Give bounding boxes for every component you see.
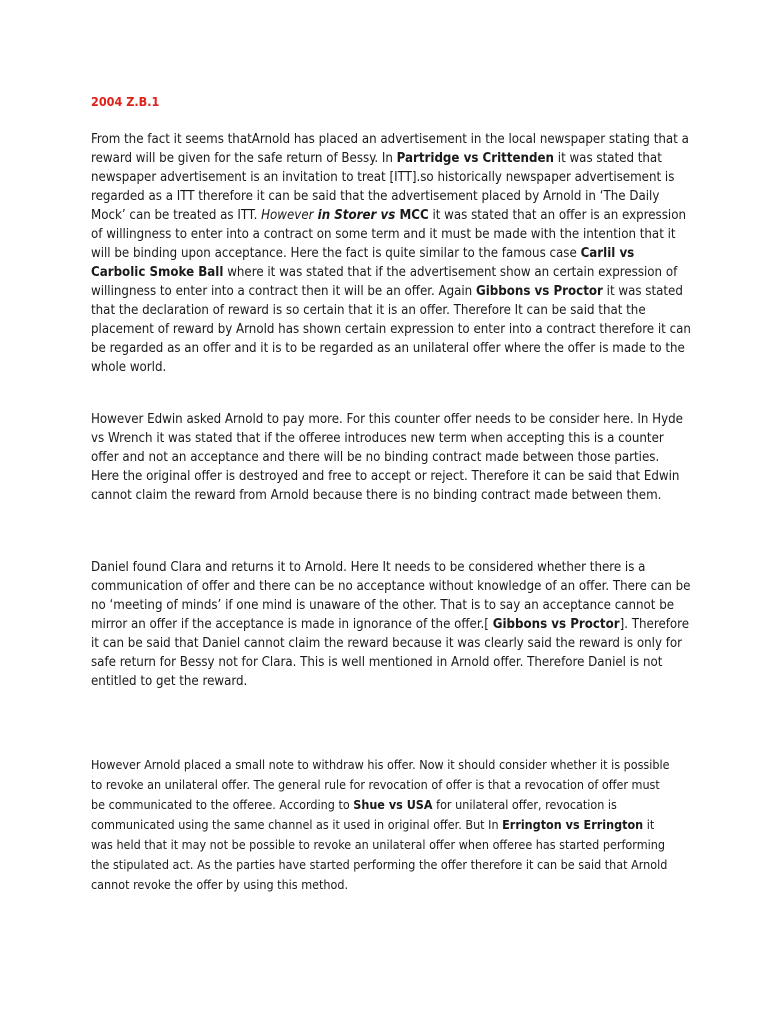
paragraph-counter-offer: However Edwin asked Arnold to pay more. For this counter offer needs to be consider here. In Hyde vs Wrench it was stated that if the offeree introduces new term when accepting this is a counter offer and not an acceptance and there will be no binding contract made between those parties. Here the original offer is destroyed and free to accept or reject. Therefore it can be said that Edwin cannot claim the reward from Arnold because there is no binding contract made between them. [91, 412, 683, 503]
text-italic: However [261, 208, 314, 223]
text: it was stated that the declaration of reward is so certain that it is an offer. Therefore It can be said that the placement of reward by Arnold has shown certain expression to enter into a contract therefore it can be regarded as an offer and it is to be regarded as an unilateral offer where the offer is made to the whole world. [91, 284, 691, 375]
case-citation: Gibbons vs Proctor [492, 617, 620, 632]
text: it was stated that an offer is an expression of willingness to enter into a contract on some term and it must be made with the intention that it will be binding upon acceptance. Here the fact is quite similar to the famous case [91, 208, 686, 261]
paragraph-revocation [91, 755, 671, 895]
text: ]. Therefore it can be said that Daniel cannot claim the reward because it was clearly said the reward is only for safe return for Bessy not for Clara. This is well mentioned in Arnold offer. Therefore Daniel is not entitled to get the reward. [91, 617, 690, 689]
question-heading: 2004 Z.B.1 [91, 94, 160, 109]
case-citation: Carlil vs Carbolic Smoke Ball [91, 246, 635, 280]
case-citation: Gibbons vs Proctor [475, 284, 603, 299]
text: From the fact it seems thatArnold has placed an advertisement in the local newspaper stating that a reward will be given for the safe return of Bessy. In [91, 132, 689, 166]
case-citation: MCC [395, 208, 429, 223]
text: for unilateral offer, revocation is communicated using the same channel as it used in original offer. But In [91, 798, 617, 832]
text: However Arnold placed a small note to withdraw his offer. Now it should consider whether it is possible to revoke an unilateral offer. The general rule for revocation of offer is that a revocation of offer must be communicated to the offeree. According to [91, 758, 670, 812]
paragraph-offer-analysis [91, 130, 691, 377]
text: it was stated that newspaper advertisement is an invitation to treat [ITT].so historically newspaper advertisement is regarded as a ITT therefore it can be said that the advertisement placed by Arnold in ‘The Daily Mock’ can be treated as ITT. [91, 151, 675, 223]
case-citation: Partridge vs Crittenden [396, 151, 554, 166]
text: where it was stated that if the advertisement show an certain expression of willingness to enter into a contract then it will be an offer. Again [91, 265, 678, 299]
case-citation: Shue vs USA [353, 798, 433, 812]
text: it was held that it may not be possible to revoke an unilateral offer when offeree has started performing the stipulated act. As the parties have started performing the offer therefore it can be said that Arnold cannot revoke the offer by using this method. [91, 818, 668, 892]
case-citation: Errington vs Errington [502, 818, 644, 832]
text: Daniel found Clara and returns it to Arnold. Here It needs to be considered whether there is a communication of offer and there can be no acceptance without knowledge of an offer. There can be no ‘meeting of minds’ if one mind is unaware of the other. That is to say an acceptance cannot be mirror an offer if the acceptance is made in ignorance of the offer.[ [91, 560, 691, 632]
paragraph-knowledge-of-offer [91, 558, 691, 691]
case-citation: in Storer vs [313, 208, 396, 223]
